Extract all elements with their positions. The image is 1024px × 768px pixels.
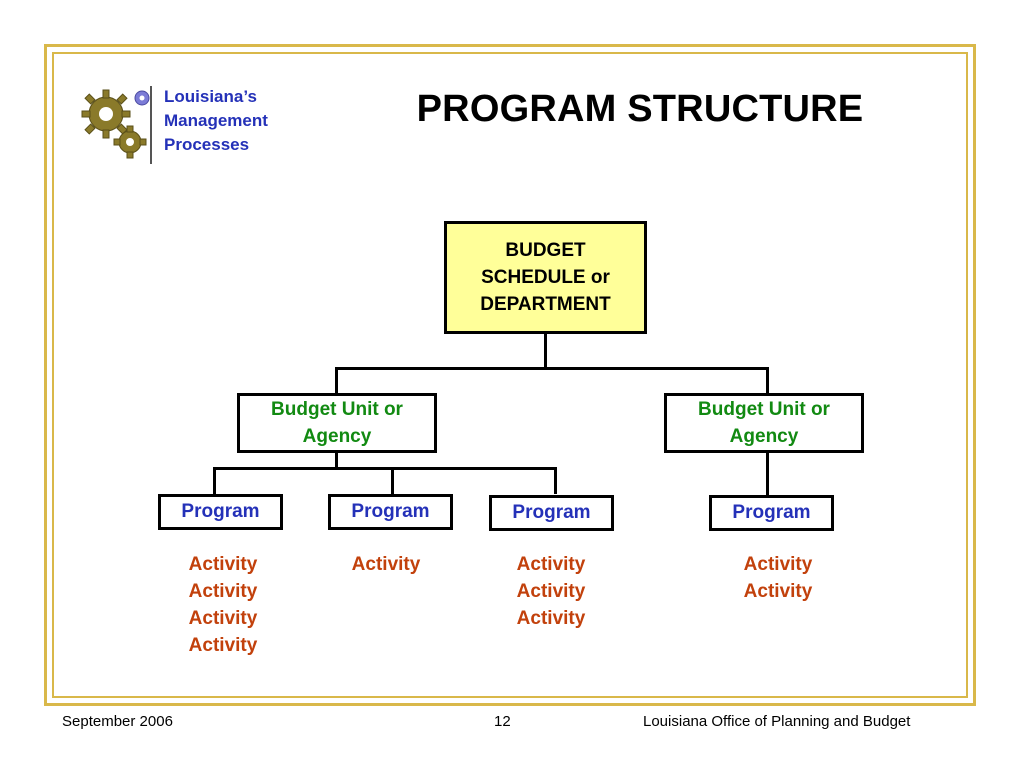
connector-line bbox=[335, 367, 769, 370]
connector-line bbox=[335, 367, 338, 394]
connector-line bbox=[766, 367, 769, 394]
logo-divider bbox=[150, 86, 152, 164]
unit-line: Budget Unit or bbox=[698, 399, 830, 420]
activity-item: Activity bbox=[188, 554, 258, 575]
activity-list-3 bbox=[491, 551, 611, 632]
activity-item: Activity bbox=[516, 608, 586, 629]
activity-item: Activity bbox=[743, 581, 813, 602]
program-box-4: Program bbox=[709, 495, 834, 531]
footer-page-number: 12 bbox=[494, 713, 511, 730]
gears-icon bbox=[76, 84, 152, 164]
footer-organization: Louisiana Office of Planning and Budget bbox=[643, 713, 911, 730]
logo-line: Louisiana’s bbox=[164, 87, 257, 106]
connector-line bbox=[391, 467, 394, 494]
connector-line bbox=[554, 467, 557, 494]
program-box-2: Program bbox=[328, 494, 453, 530]
connector-line bbox=[213, 467, 557, 470]
connector-line bbox=[544, 334, 547, 368]
root-line: DEPARTMENT bbox=[480, 294, 611, 315]
activity-list-2 bbox=[326, 551, 446, 578]
connector-line bbox=[213, 467, 216, 494]
root-line: BUDGET bbox=[505, 240, 586, 261]
logo-text bbox=[164, 85, 268, 157]
program-box-3: Program bbox=[489, 495, 614, 531]
logo-line: Management bbox=[164, 111, 268, 130]
footer-date: September 2006 bbox=[62, 713, 173, 730]
logo-line: Processes bbox=[164, 135, 250, 154]
activity-item: Activity bbox=[188, 581, 258, 602]
activity-item: Activity bbox=[188, 608, 258, 629]
budget-unit-box-right bbox=[664, 393, 864, 453]
program-box-1: Program bbox=[158, 494, 283, 530]
activity-list-1 bbox=[163, 551, 283, 659]
slide-title: PROGRAM STRUCTURE bbox=[416, 88, 864, 130]
activity-item: Activity bbox=[351, 554, 421, 575]
unit-line: Budget Unit or bbox=[271, 399, 403, 420]
activity-item: Activity bbox=[743, 554, 813, 575]
root-line: SCHEDULE or bbox=[481, 267, 610, 288]
unit-line: Agency bbox=[302, 426, 372, 447]
activity-item: Activity bbox=[516, 554, 586, 575]
budget-unit-box-left bbox=[237, 393, 437, 453]
connector-line bbox=[766, 451, 769, 495]
activity-item: Activity bbox=[516, 581, 586, 602]
budget-schedule-box bbox=[444, 221, 647, 334]
activity-item: Activity bbox=[188, 635, 258, 656]
activity-list-4 bbox=[718, 551, 838, 605]
unit-line: Agency bbox=[729, 426, 799, 447]
